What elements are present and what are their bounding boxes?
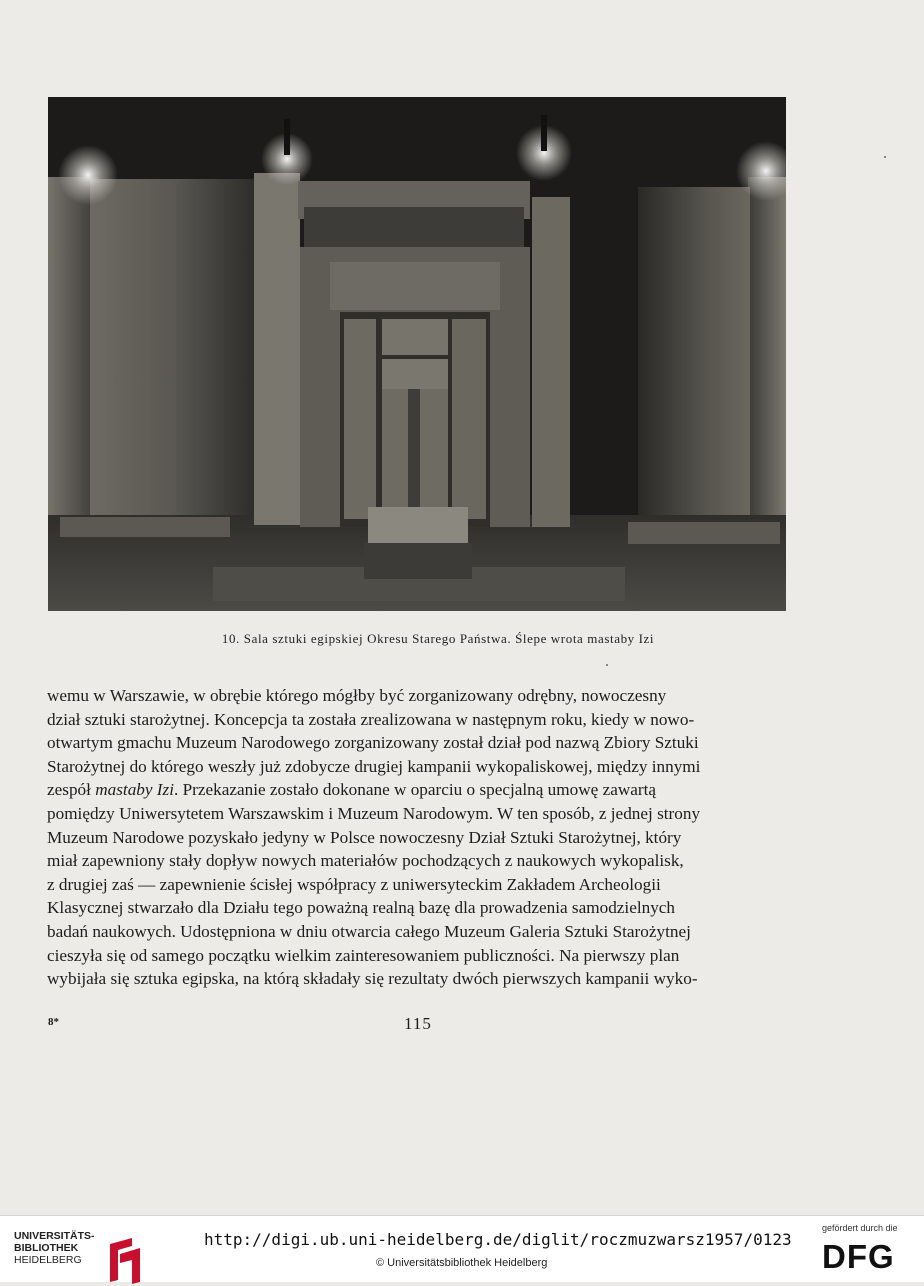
dfg-logo[interactable]: DFG: [822, 1238, 895, 1275]
logo-line: HEIDELBERG: [14, 1254, 82, 1266]
text-segment: . Przekazanie zostało dokonane w oparciu o specjalną umowę zawartą: [174, 780, 656, 800]
logo-line: UNIVERSITÄTS-: [14, 1230, 95, 1242]
text-line: pomiędzy Uniwersytetem Warszawskim i Muzeum Narodowym. W ten sposób, z jednej strony: [47, 803, 701, 823]
paper-speck: [884, 156, 886, 158]
text-line: Starożytnej do którego weszły już zdobycze drugiej kampanii wykopaliskowej, między innymi: [47, 756, 701, 776]
text-line: miał zapewniony stały dopływ nowych materiałów pochodzących z naukowych wykopalisk,: [47, 851, 684, 871]
viewer-footer: [0, 1215, 924, 1282]
printer-signature-mark: 8*: [48, 1016, 59, 1028]
text-line: wybijała się sztuka egipska, na którą składały się rezultaty dwóch pierwszych kampanii wyko-: [47, 969, 698, 989]
body-paragraph: [47, 684, 792, 991]
dfg-tagline: gefördert durch die: [822, 1223, 898, 1233]
text-line: cieszyła się od samego początku wielkim zainteresowaniem publiczności. Na pierwszy plan: [47, 945, 680, 965]
text-line: otwartym gmachu Muzeum Narodowego zorganizowany został dział pod nazwą Zbiory Sztuki: [47, 733, 699, 753]
text-line: Muzeum Narodowe pozyskało jedyny w Polsce nowoczesny Dział Sztuki Starożytnej, który: [47, 827, 682, 847]
italic-term: mastaby Izi: [95, 780, 174, 800]
logo-line: BIBLIOTHEK: [14, 1242, 79, 1254]
text-line: wemu w Warszawie, w obrębie którego mógłby być zorganizowany odrębny, nowoczesny: [47, 686, 667, 705]
figure-caption: 10. Sala sztuki egipskiej Okresu Starego Państwa. Ślepe wrota mastaby Izi: [221, 631, 655, 646]
paper-speck: [606, 664, 608, 666]
ub-heidelberg-logo[interactable]: [14, 1230, 95, 1266]
text-line: [47, 778, 792, 802]
text-segment: zespół: [47, 780, 96, 800]
text-line: badań naukowych. Udostępniona w dniu otwarcia całego Muzeum Galeria Sztuki Starożytnej: [47, 921, 691, 941]
university-emblem-icon: [106, 1236, 144, 1286]
text-line: Klasycznej stwarzało dla Działu tego poważną realną bazę dla prowadzenia samodzielnych: [47, 898, 676, 918]
permalink-url[interactable]: http://digi.ub.uni-heidelberg.de/diglit/roczmuzwarsz1957/0123: [204, 1230, 792, 1249]
text-line: z drugiej zaś — zapewnienie ścisłej współpracy z uniwersyteckim Zakładem Archeologii: [47, 874, 661, 894]
text-line: dział sztuki starożytnej. Koncepcja ta została zrealizowana w następnym roku, kiedy w nowo-: [47, 709, 695, 729]
museum-hall-photograph: [48, 97, 786, 611]
false-door-mastaba-photo: [48, 97, 786, 611]
page-number: 115: [404, 1014, 432, 1033]
copyright-notice: © Universitätsbibliothek Heidelberg: [376, 1257, 548, 1269]
